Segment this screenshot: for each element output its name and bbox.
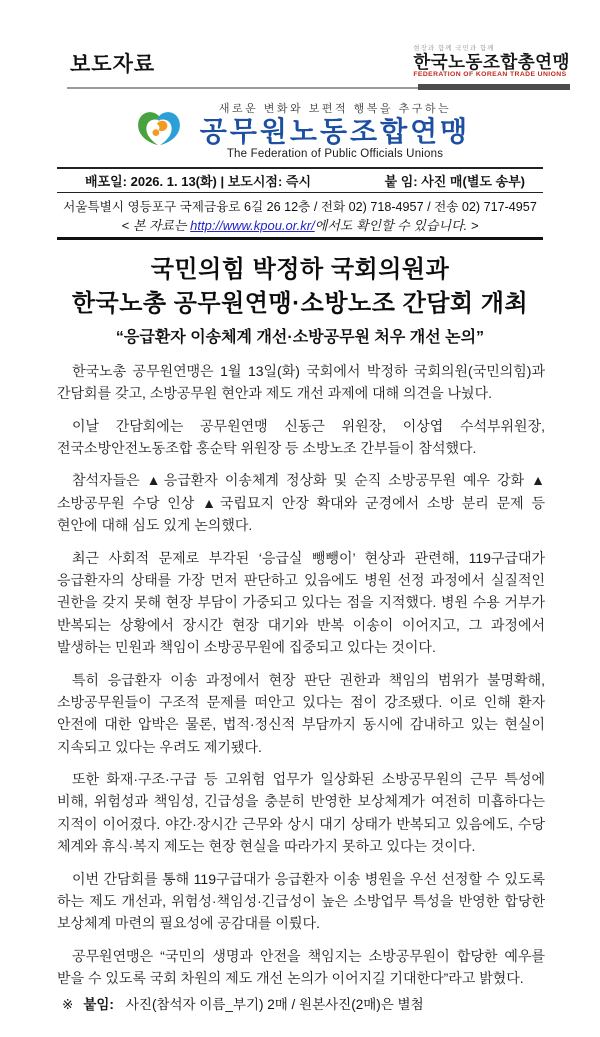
release-info-row: [57, 169, 543, 193]
body-paragraph: 한국노총 공무원연맹은 1월 13일(화) 국회에서 박정하 국회의원(국민의힘)과 간담회를 갖고, 소방공무원 현안과 제도 개선 과제에 대해 의견을 나눴다.: [57, 362, 545, 402]
availability-notice: [57, 215, 543, 237]
body-paragraph: 또한 화재·구조·구급 등 고위험 업무가 일상화된 소방공무원의 근무 특성에 비해, 위험성과 책임성, 긴급성을 충분히 반영한 보상체계가 여전히 미흡하다는 지적이 이어졌다. 야간·장시간 근무와 상시 대기 상태가 반복되고 있음에도, 수당 체계와 휴식·복지 제도는 현장 현실을 따라가지 못하고 있다는 것이다.: [57, 771, 545, 855]
attachment-note: [62, 993, 560, 1013]
title-line-1: 국민의힘 박정하 국회의원과: [150, 255, 450, 283]
body-paragraph: 참석자들은 ▲응급환자 이송체계 정상화 및 순직 소방공무원 예우 강화 ▲소방공무원 수당 인상 ▲국립묘지 안장 확대와 군경에서 소방 분리 문제 등 현안에 대해 심도 있게 논의했다.: [57, 472, 545, 534]
notice-prefix: < 본 자료는: [121, 217, 191, 233]
title-line-2: 한국노총 공무원연맹·소방노조 간담회 개최: [71, 289, 529, 317]
org-address: 서울특별시 영등포구 국제금융로 6길 26 12층 / 전화 02) 718-4957 / 전송 02) 717-4957: [63, 199, 537, 214]
body-paragraph: 최근 사회적 문제로 부각된 ‘응급실 뺑뺑이’ 현상과 관련해, 119구급대가 응급환자의 상태를 가장 먼저 판단하고 있음에도 병원 선정 과정에서 실질적인 권한을 갖지 못해 현장 부담이 가중되고 있다는 점을 지적했다. 병원 수용 거부가 반복되는 상황에서 장시간 현장 대기와 반복 이송이 이어지고, 그 과정에서 발생하는 민원과 책임이 소방공무원에 집중되고 있다는 것이다.: [57, 549, 545, 656]
fktu-slogan: 현장과 함께 국민과 함께: [413, 45, 495, 52]
subtitle: “응급환자 이송체계 개선·소방공무원 처우 개선 논의”: [115, 328, 485, 346]
body-paragraph: 이번 간담회를 통해 119구급대가 응급환자 이송 병원을 우선 선정할 수 있도록 하는 제도 개선과, 위험성·책임성·긴급성이 높은 소방업무 특성을 반영한 합당한 보상체계 마련의 필요성에 공감대를 이뤘다.: [57, 870, 545, 932]
release-info-box: [57, 167, 543, 240]
body-paragraph: 이날 간담회에는 공무원연맹 신동근 위원장, 이상엽 수석부위원장, 전국소방안전노동조합 홍순탁 위원장 등 소방노조 간부들이 참석했다.: [57, 417, 545, 456]
fktu-logo: [413, 46, 570, 78]
body-paragraph: 특히 응급환자 이송 과정에서 현장 판단 권한과 책임의 범위가 불명확해, 소방공무원들이 구조적 문제를 떠안고 있다는 점이 강조됐다. 이로 인해 환자 안전에 대한 압박은 물론, 법적·정신적 부담까지 동시에 감내하고 있는 현실이 지속되고 있다는 우려도 제기됐다.: [57, 671, 545, 755]
attachment-label: 붙임:: [83, 997, 114, 1012]
org-tagline: 새로운 변화와 보편적 행복을 추구하는: [218, 103, 452, 116]
header-divider-bar: [418, 84, 570, 90]
attachment-info: 붙 임: 사진 매(별도 송부): [384, 173, 525, 189]
org-emblem-icon: [130, 104, 188, 156]
notice-suffix: 에서도 확인할 수 있습니다. >: [314, 217, 479, 233]
fktu-name: 한국노동조합총연맹: [413, 51, 570, 72]
org-name: 공무원노동조합연맹: [199, 116, 471, 148]
body-paragraph: 공무원연맹은 “국민의 생명과 안전을 책임지는 소방공무원이 합당한 예우를 받을 수 있도록 국회 차원의 제도 개선 논의가 이어지길 기대한다”라고 밝혔다.: [57, 947, 545, 987]
org-name-en: The Federation of Public Officials Unions: [226, 147, 444, 160]
attachment-text: 사진(참석자 이름_부기) 2매 / 원본사진(2매)은 별첨: [125, 997, 424, 1012]
org-text: [200, 100, 470, 159]
org-logo-block: [0, 100, 600, 159]
header-divider: [67, 87, 570, 89]
title-block: [0, 253, 600, 347]
top-header: [0, 0, 600, 78]
body-paragraphs: [57, 360, 545, 990]
org-website-link[interactable]: http://www.kpou.or.kr/: [190, 217, 315, 233]
release-date-and-embargo: 배포일: 2026. 1. 13(화) | 보도시점: 즉시: [85, 173, 312, 189]
doc-type-label: 보도자료: [70, 53, 156, 77]
fktu-name-en: FEDERATION OF KOREAN TRADE UNIONS: [413, 71, 567, 79]
reference-mark: ※: [62, 997, 74, 1012]
